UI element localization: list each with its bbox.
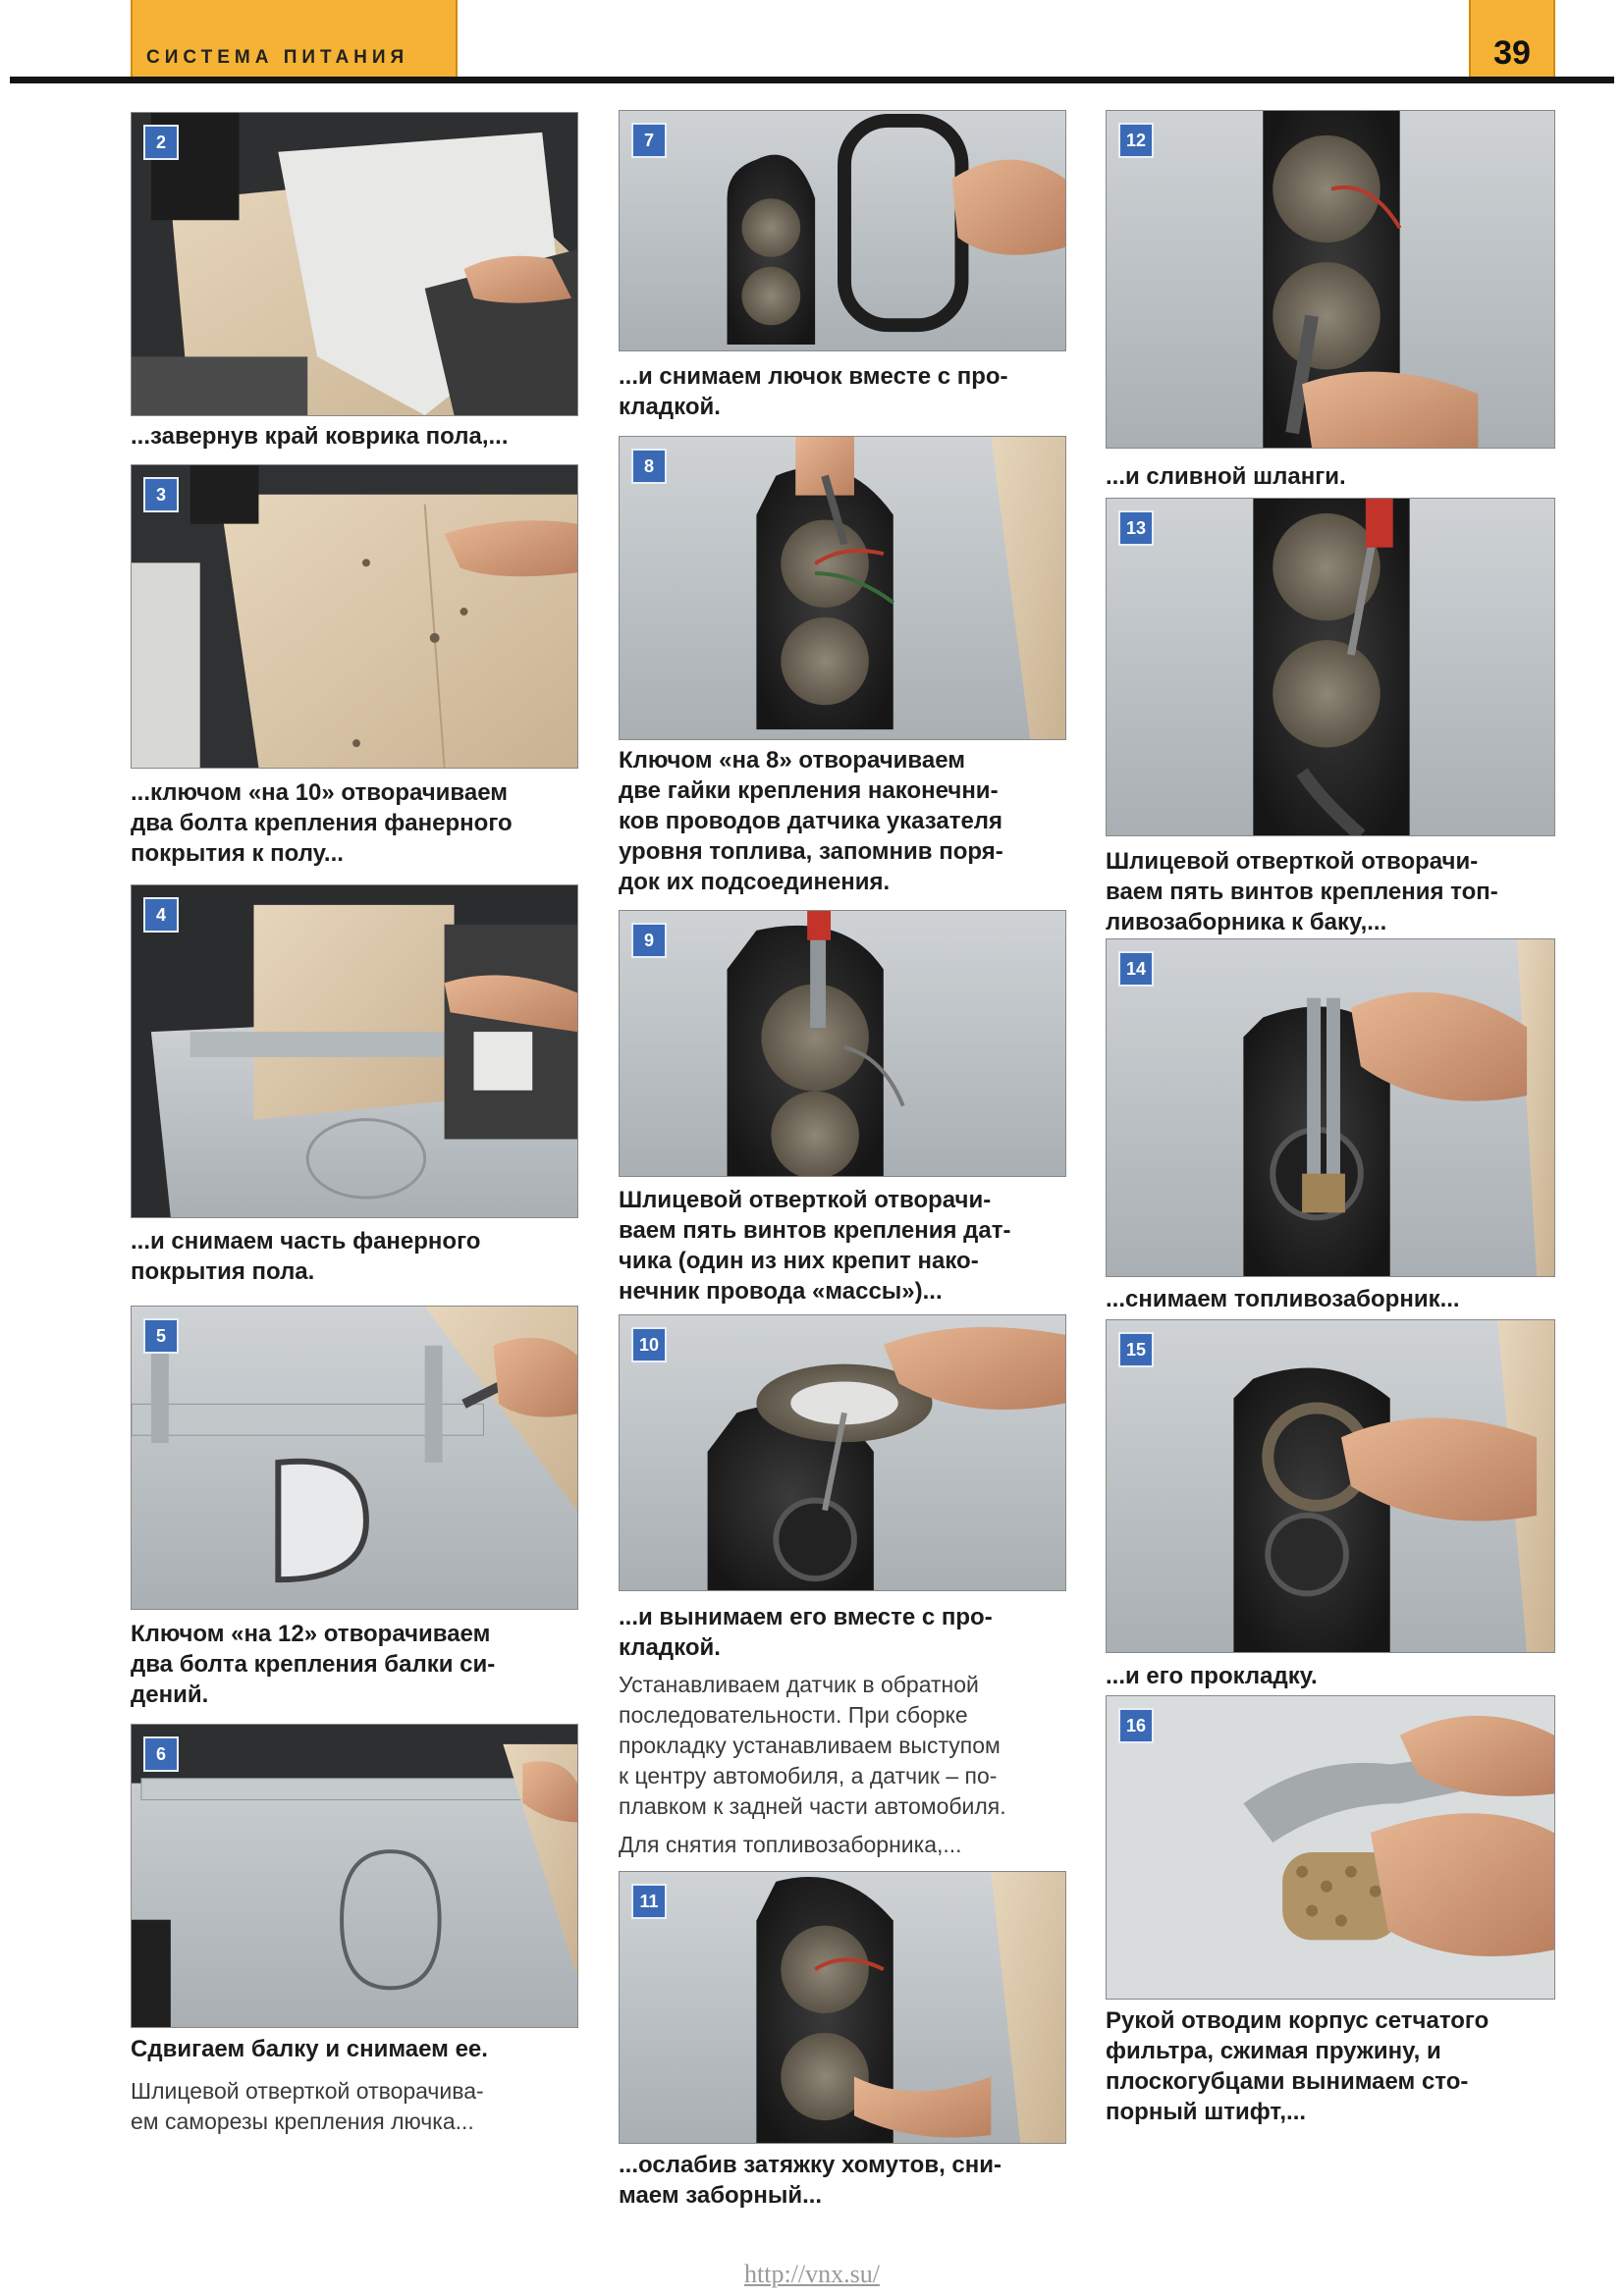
step-number-badge: 9 [631,923,667,958]
photo-step-15 [1106,1319,1555,1653]
photo-step-10 [619,1314,1066,1591]
caption-step-3: ...ключом «на 10» отворачиваем два болта крепления фанерного покрытия к полу... [131,779,513,867]
caption-step-7: ...и снимаем лючок вместе с про- кладкой. [619,363,1008,420]
photo-step-9 [619,910,1066,1177]
step-number-badge: 16 [1118,1708,1154,1743]
caption-step-10: ...и вынимаем его вместе с про- кладкой. [619,1604,993,1661]
step-number-badge: 4 [143,897,179,933]
section-header-tab [131,0,458,77]
photo-step-11 [619,1871,1066,2144]
photo-step-7 [619,110,1066,351]
page-number-box [1469,0,1555,77]
section-title: СИСТЕМА ПИТАНИЯ [146,47,409,68]
step-number-badge: 10 [631,1327,667,1362]
photo-step-4 [131,884,578,1218]
step-number-badge: 15 [1118,1332,1154,1367]
page-number: 39 [1493,34,1531,72]
note-step-10: Устанавливаем датчик в обратной последовательности. При сборке прокладку устанавливаем выступом к центру автомобиля, а датчик – по- плавком к задней части автомобиля. Для снятия топливозаборника,... [619,1672,1006,1857]
step-number-badge: 2 [143,125,179,160]
step-number-badge: 14 [1118,951,1154,987]
caption-step-9: Шлицевой отверткой отворачи- ваем пять винтов крепления дат- чика (один из них крепит нако- нечник провода «массы»)... [619,1187,1011,1305]
step-number-badge: 11 [631,1884,667,1919]
caption-step-8: Ключом «на 8» отворачиваем две гайки крепления наконечни- ков проводов датчика указателя уровня топлива, запомнив поря- док их подсоединения. [619,747,1003,895]
step-number-badge: 3 [143,477,179,512]
photo-step-5 [131,1306,578,1610]
photo-step-2 [131,112,578,416]
step-number-badge: 12 [1118,123,1154,158]
step-number-badge: 8 [631,449,667,484]
caption-step-14: ...снимаем топливозаборник... [1106,1286,1460,1312]
caption-step-2: ...завернув край коврика пола,... [131,423,509,450]
caption-step-16: Рукой отводим корпус сетчатого фильтра, сжимая пружину, и плоскогубцами вынимаем сто- порный штифт,... [1106,2007,1489,2125]
step-number-badge: 7 [631,123,667,158]
footer-url-link[interactable]: http://vnx.su/ [744,2260,880,2288]
step-number-badge: 5 [143,1318,179,1354]
step-number-badge: 6 [143,1736,179,1772]
photo-step-14 [1106,938,1555,1277]
step-number-badge: 13 [1118,510,1154,546]
photo-step-8 [619,436,1066,740]
photo-step-16 [1106,1695,1555,2000]
caption-step-5: Ключом «на 12» отворачиваем два болта крепления балки си- дений. [131,1621,496,1708]
caption-step-12: ...и сливной шланги. [1106,463,1346,490]
caption-step-6: Сдвигаем балку и снимаем ее. [131,2036,488,2062]
caption-step-11: ...ослабив затяжку хомутов, сни- маем заборный... [619,2152,1001,2209]
header-rule [10,77,1614,83]
note-step-6: Шлицевой отверткой отворачива- ем саморезы крепления лючка... [131,2078,484,2134]
photo-step-13 [1106,498,1555,836]
caption-step-4: ...и снимаем часть фанерного покрытия пола. [131,1228,481,1285]
caption-step-13: Шлицевой отверткой отворачи- ваем пять винтов крепления топ- ливозаборника к баку,... [1106,848,1498,935]
photo-step-3 [131,464,578,769]
photo-step-6 [131,1724,578,2028]
photo-step-12 [1106,110,1555,449]
caption-step-15: ...и его прокладку. [1106,1663,1318,1689]
